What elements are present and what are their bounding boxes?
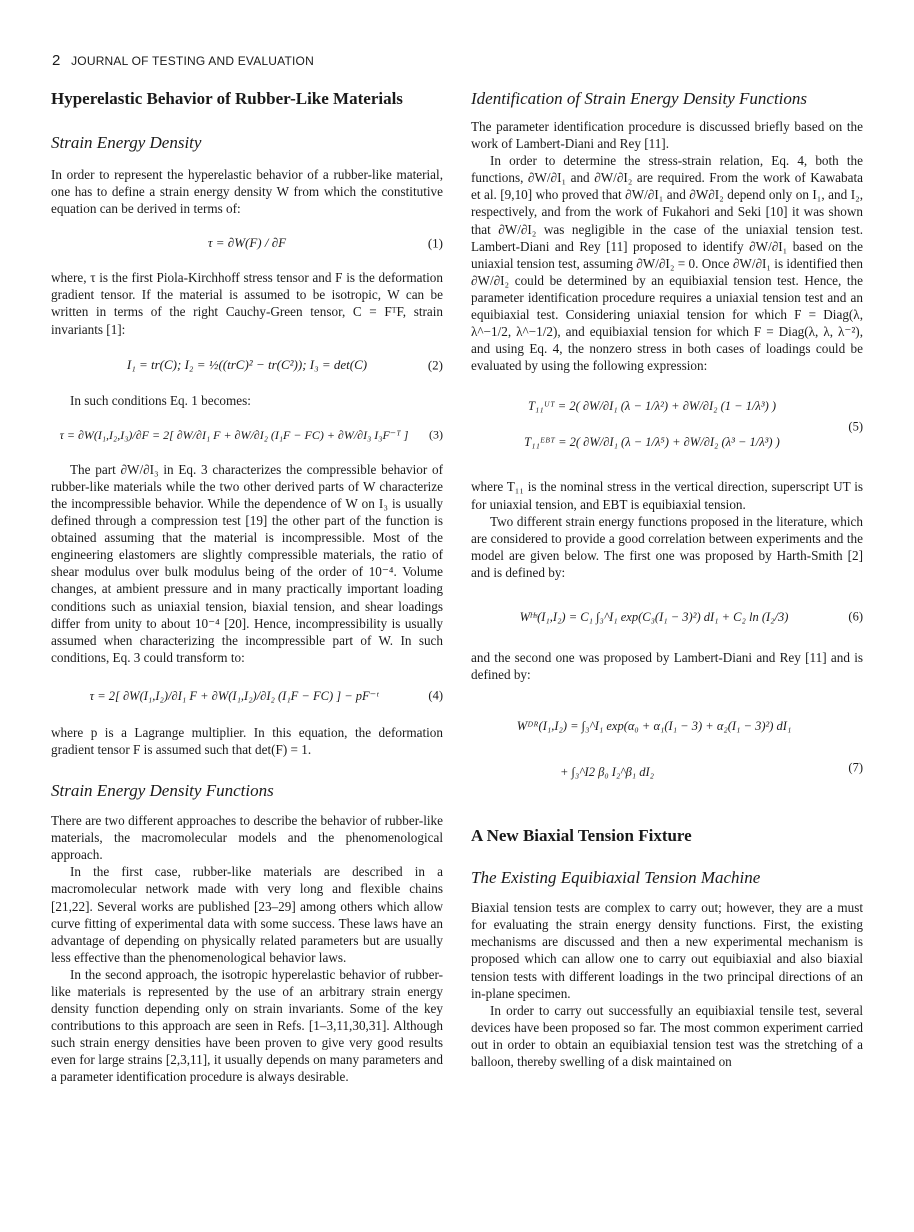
equation-1 (51, 225, 443, 261)
equation-number: (1) (427, 235, 443, 251)
paragraph: In order to carry out successfully an equibiaxial tensile test, several devices have been proposed so far. The most common experiment carried out in order to obtain an equibiaxial tension test was the stretching of a balloon, thereby swelling of a disk maintained on (471, 1002, 863, 1069)
equation-body-equibiaxial: T₁₁ᴱᴮᵀ = 2( ∂W/∂I₁ (λ − 1/λ⁵) + ∂W/∂I₂ (λ³ − 1/λ³) ) (524, 435, 780, 450)
subsection-title-strain-energy-density: Strain Energy Density (51, 133, 202, 152)
equation-body: τ = ∂W(F) / ∂F (207, 235, 287, 251)
paragraph: In order to determine the stress-strain relation, Eq. 4, both the functions, ∂W/∂I₁ and ∂W/∂I₂ are required. From the work of Kawabata et al. [9,10] who proved that ∂W/∂I₁ and ∂W∂I₂ depend only on I₁, and I₂, respectively, and from the work of Fukahori and Seki [10] it was shown that ∂W/∂I₂ was negligible in the case of the uniaxial tension test. Lambert-Diani and Rey [11] proposed to identify ∂W/∂I₁ based on the uniaxial tension test, assuming ∂W/∂I₂ = 0. Once ∂W/∂I₁ is identified then ∂W/∂I₂ could be determined by an equibiaxial tension test. Hence, the parameter identification procedure requires a uniaxial tension test and an equibiaxial test. Considering uniaxial tension for which F = Diag(λ, λ^−1/2, λ^−1/2), and equibiaxial tension for which F = Diag(λ, λ, λ⁻²), and using Eq. 4, the nonzero stress in both cases of loadings could be evaluated by using the following expression: (471, 153, 863, 374)
paragraph: The parameter identification procedure is discussed briefly based on the work of Lambert-Diani and Rey [11]. (471, 119, 863, 152)
equation-body: τ = ∂W(I₁,I₂,I₃)/∂F = 2[ ∂W/∂I₁ F + ∂W/∂I₂ (I₁F − FC) + ∂W/∂I₃ I₃F⁻ᵀ ] (59, 427, 409, 442)
subsection-title-sedf: Strain Energy Density Functions (51, 781, 274, 801)
equation-6 (471, 597, 863, 637)
equation-number: (2) (427, 357, 443, 373)
equation-7 (471, 703, 863, 795)
paragraph: In the second approach, the isotropic hyperelastic behavior of rubber-like materials is represented by the use of an arbitrary strain energy density function depending only on strain invariants. Some of the key contributions to this approach are seen in Refs. [1–3,11,30,31]. Although such strain energy densities have been proven to give very good results even for large strains [2,3,11], it usually depends on many parameters and a parameter identification procedure is always desirable. (51, 966, 443, 1085)
paragraph: Biaxial tension tests are complex to carry out; however, they are a must for evaluating the strain energy density functions. First, the existing mechanisms are discussed and then a new experimental mechanism is proposed which can allow one to carry out equibiaxial and also biaxial tension tests with different loadings in the two principal directions of an in-plane specimen. (471, 900, 863, 1001)
paragraph: There are two different approaches to describe the behavior of rubber-like materials, the macromolecular models and the phenomenological approach. (51, 813, 443, 863)
paragraph: where, τ is the first Piola-Kirchhoff stress tensor and F is the deformation gradient tensor. If the material is assumed to be isotropic, W can be written in terms of the right Cauchy-Green tensor, C = FᵀF, strain invariants [1]: (51, 270, 443, 337)
journal-title: JOURNAL OF TESTING AND EVALUATION (71, 54, 314, 68)
left-column (51, 88, 443, 1086)
equation-number: (4) (428, 688, 443, 703)
equation-4 (51, 674, 443, 718)
paragraph: where p is a Lagrange multiplier. In this equation, the deformation gradient tensor F is assumed such that det(F) = 1. (51, 724, 443, 757)
equation-number: (7) (848, 760, 863, 774)
section-title-new-fixture: A New Biaxial Tension Fixture (471, 826, 692, 846)
paragraph: In the first case, rubber-like materials are described in a macromolecular network made with very long and flexible chains [21,22]. Several works are published [23–29] among others which allow curve fitting of experimental data with some success. These laws have an advantage of depending on physically related parameters but are usually less effective than the phenomenological behavior laws. (51, 864, 443, 965)
page-number: 2 (52, 52, 61, 69)
equation-2 (51, 348, 443, 382)
running-header (52, 52, 314, 69)
equation-body: Wᴴˢ(I₁,I₂) = C₁ ∫₃^I₁ exp(C₃(I₁ − 3)²) dI₁ + C₂ ln (I₂/3) (519, 609, 789, 624)
subsection-title-existing-machine: The Existing Equibiaxial Tension Machine (471, 868, 761, 888)
paragraph: where T₁₁ is the nominal stress in the vertical direction, superscript UT is for uniaxial tension, and EBT is equibiaxial tension. (471, 479, 863, 512)
right-column (471, 88, 863, 1070)
paragraph: and the second one was proposed by Lambert-Diani and Rey [11] and is defined by: (471, 649, 863, 683)
subsection-title-identification: Identification of Strain Energy Density Functions (471, 89, 808, 108)
equation-body: I₁ = tr(C); I₂ = ½((trC)² − tr(C²)); I₃ = det(C) (126, 356, 368, 372)
equation-number: (3) (429, 427, 443, 442)
paragraph: In order to represent the hyperelastic behavior of a rubber-like material, one has to define a strain energy density W from which the constitutive equation can be derived in terms of: (51, 167, 443, 217)
equation-body-uniaxial: T₁₁ᵁᵀ = 2( ∂W/∂I₁ (λ − 1/λ²) + ∂W/∂I₂ (1 − 1/λ³) ) (527, 399, 777, 414)
equation-5 (471, 388, 863, 466)
equation-number: (6) (848, 609, 863, 624)
paragraph: The part ∂W/∂I₃ in Eq. 3 characterizes the compressible behavior of rubber-like materials while the two other derived parts of W characterize the incompressible behavior. While the dependence of W on I₃ is usually defined through a compression test [19] the other part of the function is obtained assuming that the material is incompressible. Most of the engineering elastomers are slightly compressible materials, the ratio of shear modulus over bulk modulus being of the order of 10⁻⁴. Volume changes, at ambient pressure and in many practically important loading conditions such as uniaxial tension, biaxial tension, and shear loadings differ from unity to about 10⁻⁴ [20]. Hence, incompressibility is usually assumed when characterizing the incompressible part of W. In such conditions, Eq. 3 could transform to: (51, 461, 443, 665)
equation-body-line-2: + ∫₃^I2 β₀ I₂^β₁ dI₂ (559, 765, 655, 780)
section-title-hyperelastic: Hyperelastic Behavior of Rubber-Like Materials (51, 89, 403, 108)
paragraph: In such conditions Eq. 1 becomes: (70, 392, 251, 408)
equation-body-line-1: Wᴰᴿ(I₁,I₂) = ∫₃^I₁ exp(α₀ + α₁(I₁ − 3) + α₂(I₁ − 3)²) dI₁ (516, 719, 792, 734)
equation-number: (5) (848, 419, 863, 434)
equation-3 (51, 415, 443, 455)
paragraph: Two different strain energy functions proposed in the literature, which are considered to provide a good correlation between experiments and the model are given below. The first one was proposed by Harth-Smith [2] and is defined by: (471, 513, 863, 580)
equation-body: τ = 2[ ∂W(I₁,I₂)/∂I₁ F + ∂W(I₁,I₂)/∂I₂ (I₁F − FC) ] − pF⁻ᵗ (89, 688, 379, 703)
